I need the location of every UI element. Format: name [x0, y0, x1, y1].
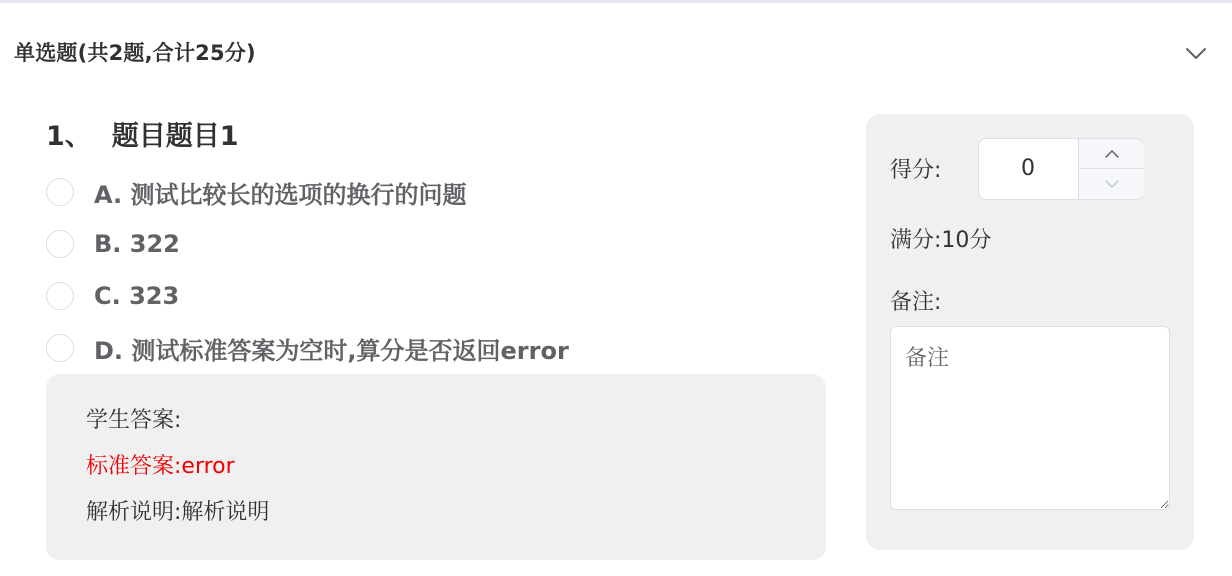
answer-box: [46, 374, 826, 560]
chevron-down-icon[interactable]: [1184, 45, 1208, 61]
question-title: [46, 118, 239, 156]
radio-icon[interactable]: [46, 230, 74, 258]
section-header[interactable]: [0, 3, 1232, 99]
decrement-button[interactable]: [1079, 169, 1145, 199]
student-answer-label: 学生答案:: [86, 408, 182, 433]
option-label: C. 323: [94, 282, 180, 310]
option-b[interactable]: [46, 226, 180, 262]
student-answer: [86, 406, 181, 436]
full-score-value: 10分: [941, 228, 992, 253]
remark-textarea[interactable]: [890, 326, 1170, 510]
stepper-controls: [1078, 139, 1144, 199]
standard-answer-label: 标准答案:: [86, 454, 182, 479]
analysis-label: 解析说明:: [86, 500, 182, 525]
question-text: 题目题目1: [111, 121, 239, 152]
option-a[interactable]: [46, 174, 467, 210]
radio-icon[interactable]: [46, 334, 74, 362]
score-stepper[interactable]: [978, 138, 1144, 200]
section-title: 单选题(共2题,合计25分): [14, 41, 256, 65]
chevron-down-icon: [1104, 179, 1120, 189]
score-panel: [866, 114, 1194, 550]
option-d[interactable]: [46, 330, 569, 366]
chevron-up-icon: [1104, 149, 1120, 159]
option-label: D. 测试标准答案为空时,算分是否返回error: [94, 336, 569, 365]
remark-label: 备注:: [890, 290, 942, 315]
analysis-value: 解析说明: [181, 500, 270, 525]
radio-icon[interactable]: [46, 282, 74, 310]
full-score-label: 满分:: [890, 228, 942, 253]
option-label: A. 测试比较长的选项的换行的问题: [94, 180, 467, 209]
full-score: [890, 226, 991, 256]
question-number: 1、: [46, 121, 92, 152]
option-c[interactable]: [46, 278, 179, 314]
score-input[interactable]: 0: [1021, 156, 1035, 181]
score-label: 得分:: [890, 158, 942, 183]
standard-answer-value: error: [181, 454, 235, 479]
standard-answer: [86, 452, 235, 482]
increment-button[interactable]: [1079, 139, 1145, 169]
analysis: [86, 498, 269, 528]
radio-icon[interactable]: [46, 178, 74, 206]
option-label: B. 322: [94, 230, 180, 258]
